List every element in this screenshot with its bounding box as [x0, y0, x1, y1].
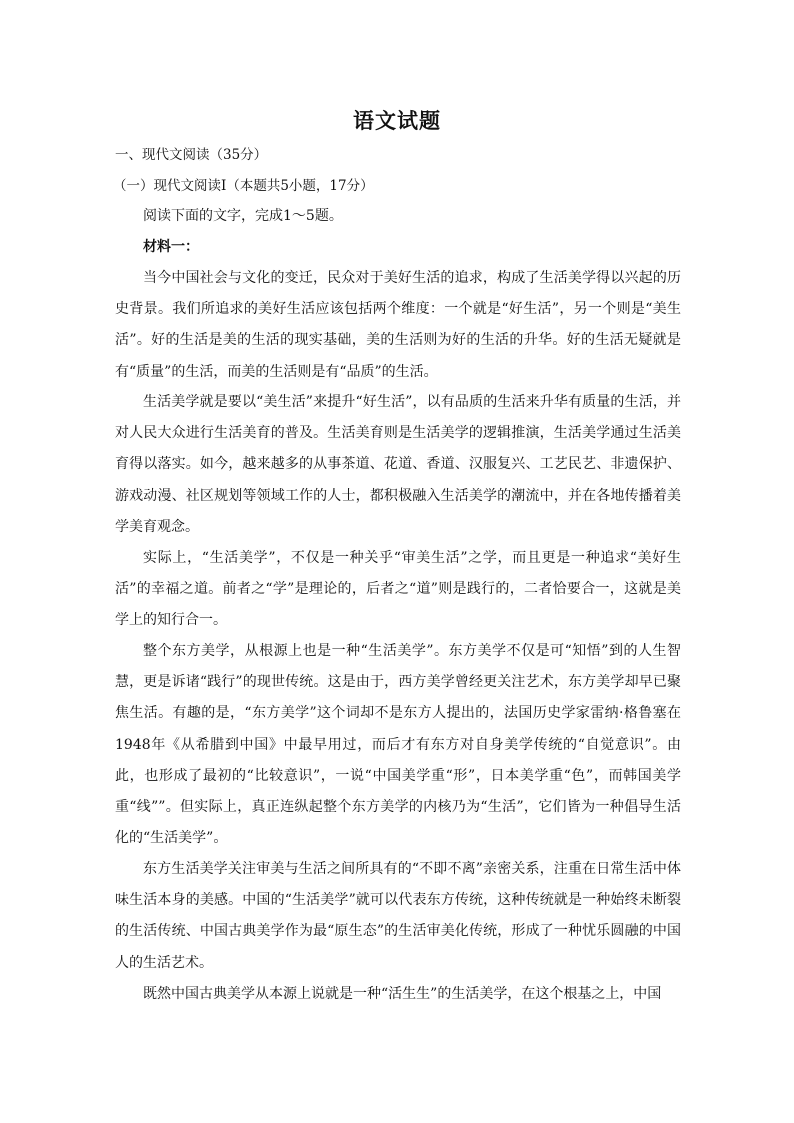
paragraph-2: 生活美学就是要以“美生活”来提升“好生活”，以有品质的生活来升华有质量的生活，并对人民大众进行生活美育的普及。生活美育则是生活美学的逻辑推演，生活美学通过生活美育得以落实。如今，越来越多的从事茶道、花道、香道、汉服复兴、工艺民艺、非遗保护、游戏动漫、社区规划等领域工作的人士，都积极融入生活美学的潮流中，并在各地传播着美学美育观念。 [115, 394, 681, 535]
paragraph-3: 实际上，“生活美学”，不仅是一种关乎“审美生活”之学，而且更是一种追求“美好生活”的幸福之道。前者之“学”是理论的，后者之“道”则是践行的，二者恰要合一，这就是美学上的知行合一。 [115, 550, 681, 629]
reading-instruction: 阅读下面的文字，完成1～5题。 [143, 208, 343, 224]
material-label: 材料一： [143, 239, 199, 255]
paragraph-5: 东方生活美学关注审美与生活之间所具有的“不即不离”亲密关系，注重在日常生活中体味生活本身的美感。中国的“生活美学”就可以代表东方传统，这种传统就是一种始终未断裂的生活传统、中国古典美学作为最“原生态”的生活审美化传统，形成了一种忧乐圆融的中国人的生活艺术。 [115, 861, 681, 971]
paragraph-1: 当今中国社会与文化的变迁，民众对于美好生活的追求，构成了生活美学得以兴起的历史背景。我们所追求的美好生活应该包括两个维度：一个就是“好生活”，另一个则是“美生活”。好的生活是美的生活的现实基础，美的生活则为好的生活的升华。好的生活无疑就是有“质量”的生活，而美的生活则是有“品质”的生活。 [115, 270, 681, 380]
subsection-heading: （一）现代文阅读Ⅰ（本题共5小题，17分） [113, 178, 374, 194]
document-title: 语文试题 [353, 108, 441, 133]
section-heading: 一、现代文阅读（35分） [115, 147, 268, 163]
paragraph-6: 既然中国古典美学从本源上说就是一种“活生生”的生活美学，在这个根基之上，中国 [143, 986, 662, 1002]
paragraph-4: 整个东方美学，从根源上也是一种“生活美学”。东方美学不仅是可“知悟”到的人生智慧，更是诉诸“践行”的现世传统。这是由于，西方美学曾经更关注艺术，东方美学却早已聚焦生活。有趣的是，“东方美学”这个词却不是东方人提出的，法国历史学家雷纳·格鲁塞在1948年《从希腊到中国》中最早用过，而后才有东方对自身美学传统的“自觉意识”。由此，也形成了最初的“比较意识”，一说“中国美学重“形”，日本美学重“色”，而韩国美学重“线””。但实际上，真正连纵起整个东方美学的内核乃为“生活”，它们皆为一种倡导生活化的“生活美学”。 [115, 643, 681, 847]
